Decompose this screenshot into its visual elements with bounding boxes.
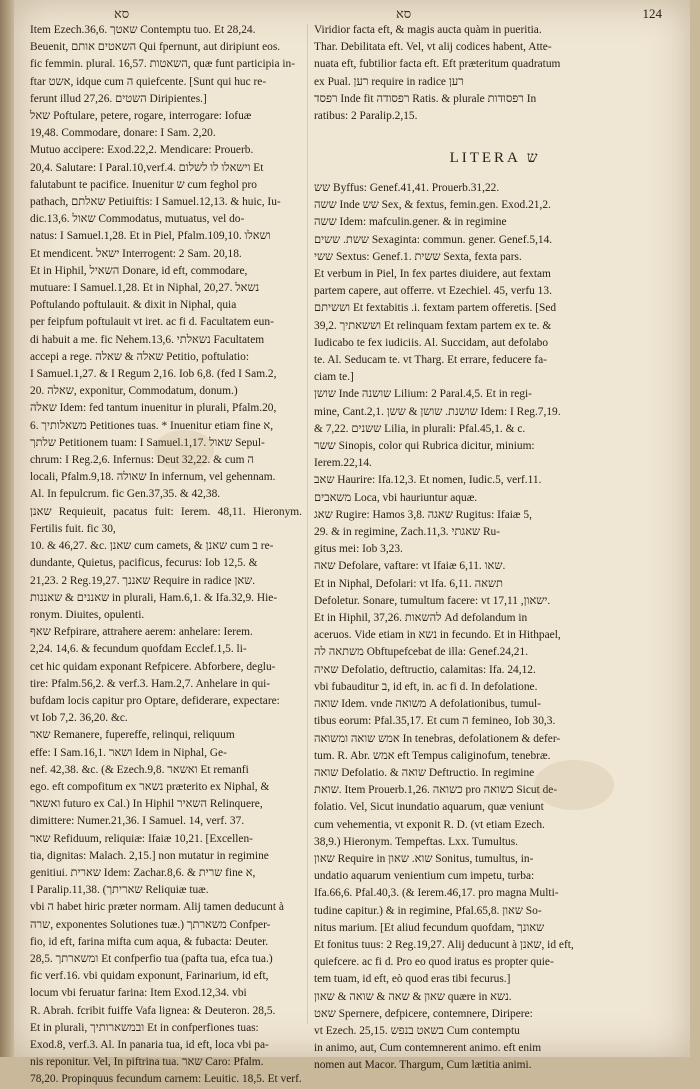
text-line: 28,5. ומשארתך Et confperfio tua (pafta tua, efca tua.) [30,952,273,965]
text-line: vt Iob 7,2. 36,20. &c. [30,712,128,725]
text-line: משתאה לה Obftupefcebat de illa: Genef.24,21. [314,646,529,659]
text-line: accepi a rege. שאלה & שאלה Petitio, poftulatio: [30,350,250,363]
text-line: Poftulando poftulauit. & dixit in Niphal, quia [30,299,237,312]
column-divider [307,24,308,1024]
text-line: ששי Sextus: Genef.1. ששית Sexta, fexta pars. [314,250,522,263]
text-line: I Paralip.11,38. (שאריתך Reliquiæ tuæ. [30,884,209,897]
text-line: mutuare: I Samuel.1,28. Et in Niphal, 20,27. נשאל [30,282,260,295]
text-line: שאט Spernere, defpicere, contemnere, Diripere: [314,1007,533,1020]
text-line: שאון Require in שוא. שאון Sonitus, tumultus, in- [314,852,534,865]
paper-stain [534,760,614,810]
text-line: fio, id eft, farina mifta cum aqua, & fubacta: Deuter. [30,935,269,948]
text-line: 19,48. Commodare, donare: I Sam. 2,20. [30,127,216,140]
text-line: שאף Refpirare, attrahere aerem: anhelare: Ierem. [30,626,253,639]
book-page [14,0,690,1086]
text-line: 20,4. Salutare: I Paral.10,verf.4. וישאלו לו לשלום Et [30,161,264,174]
text-line: cet hic quidam exponant Refpicere. Abforbere, deglu- [30,660,276,673]
text-line: tia, dignitas: Malach. 2,15.] non mutatur in regimine [30,849,269,862]
text-line: nuata eft, fubtilior facta eft. Eft præteritum quadratum [314,58,561,71]
text-line: 38,9.) Hieronym. Tempeftas. Lxx. Tumultus. [314,835,519,848]
text-line: שרה, exponentes Solutiones tuæ.) משארתך Confper- [30,918,271,931]
text-line: Iudicabo te fex iudiciis. Al. Succidam, aut defolabo [314,336,549,349]
left-column [30,22,302,1089]
text-line: tum. R. Abr. אמש eft Tempus caliginofum, tenebræ. [314,749,551,762]
text-line: locali, Pfalm.9,18. שאולה In infernum, vel gehennam. [30,471,276,484]
text-line: שלתך Petitionem tuam: I Samuel.1,17. שאול Sepul- [30,436,265,449]
text-line: Ifa.66,6. Pfal.40,3. (& Ierem.46,17. pro magna Multi- [314,887,559,900]
text-line: 21,23. 2 Reg.19,27. שאננך Require in radice שאן. [30,574,256,587]
text-line: ex Pual. רען require in radice רען [314,75,464,88]
text-line: nomen aut Macor. Thargum, Cum lætitia animi. [314,1059,532,1072]
text-line: ronym. Diuites, opulenti. [30,608,145,621]
page-gutter-shadow [0,0,14,1057]
text-line: רפסד Inde fit רפסודה Ratis. & plurale רפסודות In [314,92,537,105]
text-line: וששיתם Et fextabitis .i. fextam partem offeretis. [Sed [314,302,557,315]
text-line: fic femmin. plural. 16,57. השאטות, quæ funt participia in- [30,58,296,71]
text-line: שושן Inde שושנה Lilium: 2 Paral.4,5. Et in regi- [314,388,532,401]
text-line: chrum: I Reg.2,6. Infernus: Deut 32,22. & cum ה [30,454,254,467]
text-line: undatio aquarum venientium cum impetu, turba: [314,870,535,883]
text-line: pathach, שאלתם Petiuiftis: I Samuel.12,13. & huic, Iu- [30,196,281,209]
text-line: שאיה Defolatio, deftructio, calamitas: Ifa. 24,12. [314,663,536,676]
text-line: folatio. Vel, Sicut inundatio aquarum, quæ veniunt [314,801,544,814]
text-line: שאלה Idem: fed tantum inuenitur in plurali, Pfalm.20, [30,402,277,415]
text-line: שאנן Requieuit, pacatus fuit: Ierem. 48,11. Hieronym. Fertilis fuit. fic 30, [30,505,302,535]
text-line: dundante, Quietus, pacificus, fecurus: Iob 12,5. & [30,557,258,570]
text-line: natus: I Samuel.1,28. Et in Piel, Pfalm.109,10. ושאלו [30,230,271,243]
text-line: משאבים Loca, vbi hauriuntur aquæ. [314,491,478,504]
text-line: locum vbi feruatur farina: Item Exod.12,34. vbi [30,987,247,1000]
text-line: שאר Remanere, fupereffe, relinqui, reliquum [30,729,235,742]
text-line: genitiui. שארית Idem: Zachar.8,6. & שרית fine א, [30,866,256,879]
text-line: 20. שאלה, exponitur, Commodatum, donum.) [30,385,238,398]
text-line: effe: I Sam.16,1. ושאר Idem in Niphal, Ge- [30,746,227,759]
text-line: שאה Defolare, vaftare: vt Ifaiæ 6,11. שאו. [314,560,506,573]
text-line: שאון & שאה & שואה & שאון quære in נשא. [314,990,512,1003]
text-line: partem capere, aut offerre. vt Ezechiel. 45, verfu 13. [314,285,552,298]
right-column-top [314,22,676,125]
text-line: Et verbum in Piel, In fex partes diuidere, aut fextam [314,268,551,281]
text-line: falutabunt te pacifice. Inuenitur ש cum feghol pro [30,178,257,191]
text-line: Defoletur. Sonare, tumultum facere: vt ישאון, 17,11. [314,594,551,607]
text-line: di habuit a me. fic Nehem.13,6. נשאלתי Facultatem [30,333,265,346]
text-line: שש Byffus: Genef.41,41. Prouerb.31,22. [314,182,500,194]
text-line: nitus marium. [Et aliud fecundum quofdam, שאונך [314,921,545,934]
text-line: שאג Rugire: Hamos 3,8. שאגה Rugitus: Ifaiæ 5, [314,508,532,521]
text-line: Mutuo accipere: Exod.22,2. Mendicare: Prouerb. [30,144,254,157]
text-line: Beuenit, השאטים אותם Qui fpernunt, aut diripiunt eos. [30,41,281,54]
text-line: nis reponitur. Vel, In piftrina tua. שאר Caro: Pfalm. [30,1056,264,1069]
text-line: quiefcere. ac fi d. Pro eo quod iratus es propter quie- [314,956,554,969]
paper-stain [154,430,214,470]
text-line: vt Ezech. 25,15. בשאט בנפש Cum contemptu [314,1024,520,1037]
text-line: mine, Cant.2,1. שושנת. שושן & ששן Idem: I Reg.7,19. [314,405,561,418]
text-line: שואת. Item Prouerb.1,26. כשואה pro כשואה Sicut de- [314,784,558,797]
text-line: ftar אשט, idque cum ה quiefcente. [Sunt qui huc re- [30,75,267,88]
text-line: Et in plurali, ובמשארותיך Et in confperfiones tuas: [30,1021,259,1034]
right-column [314,180,676,1075]
text-line: Et in Hiphil, 37,26. להשאות Ad defolandum in [314,612,528,625]
text-line: ego. eft compofitum ex נשאר præterito ex Niphal, & [30,780,270,793]
section-title: LITERA ש [449,150,541,166]
text-line: tire: Pfalm.56,2. & verf.3. Ham.2,7. Anhelare in qui- [30,677,271,690]
text-line: te. Al. Seducam te. vt Tharg. Et errare, feducere fa- [314,354,547,367]
text-line: Et in Niphal, Defolari: vt Ifa. 6,11. תשאה [314,577,503,590]
text-line: שאב Haurire: Ifa.12,3. Et nomen, Iudic.5, verf.11. [314,474,542,487]
text-line: aceruos. Vide etiam in נשא in fecundo. Et in Hithpael, [314,629,561,642]
text-line: ferunt illud 27,26. השטים Diripientes.] [30,92,207,105]
text-line: I Samuel.1,27. & I Regum 2,16. Iob 6,8. (fed I Sam.2, [30,368,277,381]
text-line: nef. 42,38. &c. (& Ezech.9,8. ואשאר Et remanfi [30,763,249,776]
text-line: 6. משאלותיך Petitiones tuas. * Inuenitur etiam fine א, [30,419,274,432]
text-line: R. Abrah. fcribit fuiffe Vafa lignea: & Deuteron. 28,5. [30,1004,276,1017]
text-line: Et in Hiphil, השאיל Donare, id eft, commodare, [30,264,248,277]
text-line: bufdam locis capitur pro Optare, defiderare, expectare: [30,694,280,707]
text-line: Al. In fepulcrum. fic Gen.37,35. & 42,38. [30,488,221,501]
text-line: Et fonitus tuus: 2 Reg.19,27. Alij deducunt à שאנן, id eft, [314,938,574,951]
text-line: שואה Idem. vnde משואה A defolationibus, tumul- [314,698,541,711]
text-line: 78,20. Propinquus fecundum carnem: Leuitic. 18,5. Et verf. [30,1073,302,1086]
text-line: ואשאר futuro ex Cal.) In Hiphil השאיר Relinquere, [30,798,263,811]
text-line: ששה Idem: mafculin.gener. & in regimine [314,216,507,229]
text-line: 2,24. 14,6. & fecundum quofdam Ecclef.1,5. li- [30,643,247,656]
page-number: 124 [642,6,662,21]
header-left-marker: סא [114,6,130,21]
text-line: Exod.8, verf.3. Al. In panaria tua, id eft, loca vbi pa- [30,1038,269,1051]
text-line: 29. & in regimine, Zach.11,3. שאגתי Ru- [314,526,501,539]
text-line: Ierem.22,14. [314,457,372,470]
text-line: שאננים & שאננות in plurali, Ham.6,1. & Ifa.32,9. Hie- [30,591,278,604]
text-line: Item Ezech.36,6. שאטך Contemptu tuo. Et 28,24. [30,24,256,36]
text-line: tibus eorum: Pfal.35,17. Et cum ה femineo, Iob 30,3. [314,715,556,728]
text-line: tem tuam, id eft, eò quod eras tibi fecurus.] [314,973,511,986]
text-line: in animo, aut, Cum contemnerent animo. eft enim [314,1042,542,1055]
text-line: ciam te.] [314,371,354,384]
text-line: fic verf.16. vbi quidam exponunt, Farinarium, id eft, [30,970,269,983]
text-line: שאר Refiduum, reliquiæ: Ifaiæ 10,21. [Excellen- [30,832,253,845]
text-line: Viridior facta eft, & magis aucta quàm in pueritia. [314,24,542,36]
text-line: ששת. ששים Sexaginta: commun. gener. Genef.5,14. [314,233,553,246]
text-line: ששר Sinopis, color qui Rubrica dicitur, minium: [314,440,535,453]
text-line: Et mendicent. ישאל Interrogent: 2 Sam. 20,18. [30,247,242,260]
text-line: per feipfum poftulauit vt iret. ac fi d. Facultatem eun- [30,316,274,329]
text-line: cum vehementia, vt exponit R. D. (vt etiam Ezech. [314,818,545,831]
header-center-marker: סא [396,6,412,21]
text-line: gitus mei: Iob 3,23. [314,543,403,556]
text-line: vbi ה habet hiric præter normam. Alij tamen deducunt à [30,901,284,914]
text-line: ratibus: 2 Paralip.2,15. [314,110,418,123]
text-line: אמש שואה ומשואה In tenebras, defolationem & defer- [314,732,561,745]
text-line: dimittere: Numer.21,36. I Samuel. 14, verf. 37. [30,815,245,828]
text-line: & 7,22. ששנים Lilia, in plurali: Pfal.45,1. & c. [314,422,526,435]
text-line: dic.13,6. שאול Commodatus, mutuatus, vel do- [30,213,245,226]
text-line: שאל Poftulare, petere, rogare, interrogare: Iofuæ [30,110,252,123]
text-line: 10. & 46,27. &c. שאנן cum camets, & שאנן cum ב re- [30,540,274,553]
text-line: Thar. Debilitata eft. Vel, vt alij codices habent, Atte- [314,41,552,54]
text-line: 39,2. וששאתיך Et relinquam fextam partem ex te. & [314,319,552,332]
text-line: vbi fubauditur ב, id eft, in. ac fi d. In defolatione. [314,680,538,693]
text-line: tudine capitur.) & in regimine, Pfal.65,8. שאון So- [314,904,542,917]
text-line: שואה Defolatio. & שואה Deftructio. In regimine [314,766,535,779]
text-line: ששה Inde שש Sex, & fextus, femin.gen. Exod.21,2. [314,199,551,212]
